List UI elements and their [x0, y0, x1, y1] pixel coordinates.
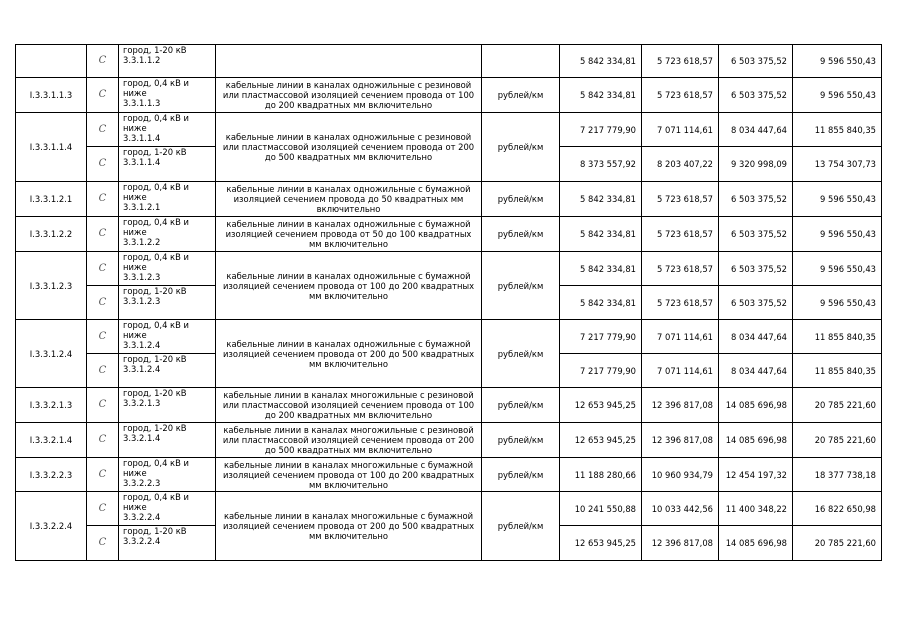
- value-col-4: 11 855 840,35: [793, 354, 882, 388]
- value-col-1: 7 217 779,90: [560, 113, 642, 147]
- value-col-4: 9 596 550,43: [793, 252, 882, 286]
- table-row: [16, 458, 882, 492]
- value-col-1: 7 217 779,90: [560, 354, 642, 388]
- description-cell: кабельные линии в каналах одножильные с бумажной изоляцией сечением провода до 50 квадратных мм включительно: [216, 182, 482, 217]
- unit-cell: рублей/км: [482, 423, 560, 458]
- item-code-cell: I.3.3.2.2.3: [16, 458, 87, 492]
- item-code-cell: I.3.3.2.2.4: [16, 492, 87, 561]
- value-col-1: 12 653 945,25: [560, 423, 642, 458]
- item-code-cell: I.3.3.1.2.1: [16, 182, 87, 217]
- value-col-2: 12 396 817,08: [642, 526, 719, 561]
- category-symbol-cell: С: [87, 458, 119, 492]
- value-col-2: 12 396 817,08: [642, 388, 719, 423]
- category-symbol-cell: С: [87, 147, 119, 182]
- unit-cell: рублей/км: [482, 78, 560, 113]
- value-col-1: 5 842 334,81: [560, 45, 642, 78]
- category-symbol-cell: С: [87, 492, 119, 526]
- category-symbol-cell: С: [87, 182, 119, 217]
- item-code-cell: I.3.3.1.2.3: [16, 252, 87, 320]
- value-col-1: 5 842 334,81: [560, 252, 642, 286]
- location-voltage-cell: город, 0,4 кВ и ниже 3.3.1.1.4: [119, 113, 216, 147]
- value-col-3: 6 503 375,52: [719, 252, 793, 286]
- location-voltage-cell: город, 0,4 кВ и ниже 3.3.1.2.3: [119, 252, 216, 286]
- description-cell: кабельные линии в каналах многожильные с резиновой или пластмассовой изоляцией сечением провода от 200 до 500 квадратных мм включительно: [216, 423, 482, 458]
- value-col-3: 14 085 696,98: [719, 423, 793, 458]
- table-row: [16, 217, 882, 252]
- description-cell: кабельные линии в каналах одножильные с бумажной изоляцией сечением провода от 50 до 100 квадратных мм включительно: [216, 217, 482, 252]
- location-voltage-cell: город, 1-20 кВ 3.3.1.1.2: [119, 45, 216, 78]
- value-col-4: 11 855 840,35: [793, 320, 882, 354]
- location-voltage-cell: город, 0,4 кВ и ниже 3.3.1.2.1: [119, 182, 216, 217]
- value-col-3: 6 503 375,52: [719, 182, 793, 217]
- value-col-1: 5 842 334,81: [560, 286, 642, 320]
- value-col-1: 11 188 280,66: [560, 458, 642, 492]
- value-col-3: 6 503 375,52: [719, 78, 793, 113]
- item-code-cell: I.3.3.1.2.4: [16, 320, 87, 388]
- value-col-3: 8 034 447,64: [719, 354, 793, 388]
- value-col-4: 11 855 840,35: [793, 113, 882, 147]
- table-row: [16, 423, 882, 458]
- category-symbol-cell: С: [87, 45, 119, 78]
- value-col-3: 11 400 348,22: [719, 492, 793, 526]
- location-voltage-cell: город, 1-20 кВ 3.3.2.1.3: [119, 388, 216, 423]
- value-col-2: 5 723 618,57: [642, 252, 719, 286]
- description-cell: кабельные линии в каналах многожильные с резиновой или пластмассовой изоляцией сечением провода от 100 до 200 квадратных мм включительно: [216, 388, 482, 423]
- table-row: [16, 78, 882, 113]
- value-col-1: 7 217 779,90: [560, 320, 642, 354]
- category-symbol-cell: С: [87, 113, 119, 147]
- value-col-1: 5 842 334,81: [560, 78, 642, 113]
- value-col-2: 8 203 407,22: [642, 147, 719, 182]
- item-code-cell: I.3.3.1.1.4: [16, 113, 87, 182]
- value-col-2: 5 723 618,57: [642, 217, 719, 252]
- unit-cell: рублей/км: [482, 320, 560, 388]
- value-col-2: 5 723 618,57: [642, 78, 719, 113]
- item-code-cell: I.3.3.2.1.4: [16, 423, 87, 458]
- value-col-3: 6 503 375,52: [719, 217, 793, 252]
- item-code-cell: I.3.3.2.1.3: [16, 388, 87, 423]
- location-voltage-cell: город, 0,4 кВ и ниже 3.3.1.2.2: [119, 217, 216, 252]
- location-voltage-cell: город, 0,4 кВ и ниже 3.3.1.2.4: [119, 320, 216, 354]
- category-symbol-cell: С: [87, 286, 119, 320]
- description-cell: кабельные линии в каналах многожильные с бумажной изоляцией сечением провода от 200 до 500 квадратных мм включительно: [216, 492, 482, 561]
- value-col-4: 13 754 307,73: [793, 147, 882, 182]
- value-col-2: 5 723 618,57: [642, 286, 719, 320]
- description-cell: кабельные линии в каналах одножильные с резиновой или пластмассовой изоляцией сечением провода от 200 до 500 квадратных мм включительно: [216, 113, 482, 182]
- value-col-3: 6 503 375,52: [719, 286, 793, 320]
- value-col-4: 20 785 221,60: [793, 423, 882, 458]
- value-col-1: 5 842 334,81: [560, 182, 642, 217]
- unit-cell: [482, 45, 560, 78]
- value-col-3: 8 034 447,64: [719, 320, 793, 354]
- unit-cell: рублей/км: [482, 492, 560, 561]
- item-code-cell: I.3.3.1.1.3: [16, 78, 87, 113]
- value-col-3: 14 085 696,98: [719, 526, 793, 561]
- description-cell: [216, 45, 482, 78]
- category-symbol-cell: С: [87, 78, 119, 113]
- unit-cell: рублей/км: [482, 458, 560, 492]
- value-col-4: 9 596 550,43: [793, 45, 882, 78]
- location-voltage-cell: город, 0,4 кВ и ниже 3.3.1.1.3: [119, 78, 216, 113]
- category-symbol-cell: С: [87, 388, 119, 423]
- category-symbol-cell: С: [87, 526, 119, 561]
- location-voltage-cell: город, 0,4 кВ и ниже 3.3.2.2.4: [119, 492, 216, 526]
- value-col-2: 5 723 618,57: [642, 45, 719, 78]
- value-col-2: 12 396 817,08: [642, 423, 719, 458]
- value-col-4: 9 596 550,43: [793, 217, 882, 252]
- unit-cell: рублей/км: [482, 113, 560, 182]
- table-row: [16, 45, 882, 78]
- value-col-2: 7 071 114,61: [642, 113, 719, 147]
- value-col-3: 14 085 696,98: [719, 388, 793, 423]
- description-cell: кабельные линии в каналах многожильные с бумажной изоляцией сечением провода от 100 до 200 квадратных мм включительно: [216, 458, 482, 492]
- table-row: [16, 388, 882, 423]
- table-row: [16, 492, 882, 526]
- value-col-1: 10 241 550,88: [560, 492, 642, 526]
- value-col-1: 12 653 945,25: [560, 526, 642, 561]
- unit-cell: рублей/км: [482, 252, 560, 320]
- description-cell: кабельные линии в каналах одножильные с бумажной изоляцией сечением провода от 200 до 500 квадратных мм включительно: [216, 320, 482, 388]
- location-voltage-cell: город, 1-20 кВ 3.3.2.2.4: [119, 526, 216, 561]
- item-code-cell: [16, 45, 87, 78]
- category-symbol-cell: С: [87, 320, 119, 354]
- value-col-2: 7 071 114,61: [642, 320, 719, 354]
- value-col-4: 9 596 550,43: [793, 286, 882, 320]
- value-col-3: 12 454 197,32: [719, 458, 793, 492]
- location-voltage-cell: город, 1-20 кВ 3.3.1.2.3: [119, 286, 216, 320]
- category-symbol-cell: С: [87, 354, 119, 388]
- location-voltage-cell: город, 0,4 кВ и ниже 3.3.2.2.3: [119, 458, 216, 492]
- unit-cell: рублей/км: [482, 217, 560, 252]
- value-col-4: 20 785 221,60: [793, 388, 882, 423]
- value-col-4: 16 822 650,98: [793, 492, 882, 526]
- category-symbol-cell: С: [87, 252, 119, 286]
- tariff-table: [15, 44, 882, 561]
- location-voltage-cell: город, 1-20 кВ 3.3.1.1.4: [119, 147, 216, 182]
- table-row: [16, 320, 882, 354]
- value-col-3: 8 034 447,64: [719, 113, 793, 147]
- value-col-2: 7 071 114,61: [642, 354, 719, 388]
- category-symbol-cell: С: [87, 423, 119, 458]
- value-col-3: 9 320 998,09: [719, 147, 793, 182]
- value-col-3: 6 503 375,52: [719, 45, 793, 78]
- location-voltage-cell: город, 1-20 кВ 3.3.2.1.4: [119, 423, 216, 458]
- table-row: [16, 182, 882, 217]
- description-cell: кабельные линии в каналах одножильные с бумажной изоляцией сечением провода от 100 до 200 квадратных мм включительно: [216, 252, 482, 320]
- value-col-4: 18 377 738,18: [793, 458, 882, 492]
- value-col-1: 8 373 557,92: [560, 147, 642, 182]
- table-row: [16, 252, 882, 286]
- value-col-1: 5 842 334,81: [560, 217, 642, 252]
- value-col-2: 10 960 934,79: [642, 458, 719, 492]
- value-col-4: 9 596 550,43: [793, 182, 882, 217]
- value-col-4: 9 596 550,43: [793, 78, 882, 113]
- value-col-2: 10 033 442,56: [642, 492, 719, 526]
- location-voltage-cell: город, 1-20 кВ 3.3.1.2.4: [119, 354, 216, 388]
- unit-cell: рублей/км: [482, 388, 560, 423]
- value-col-4: 20 785 221,60: [793, 526, 882, 561]
- table-row: [16, 113, 882, 147]
- unit-cell: рублей/км: [482, 182, 560, 217]
- value-col-1: 12 653 945,25: [560, 388, 642, 423]
- description-cell: кабельные линии в каналах одножильные с резиновой или пластмассовой изоляцией сечением провода от 100 до 200 квадратных мм включительно: [216, 78, 482, 113]
- category-symbol-cell: С: [87, 217, 119, 252]
- item-code-cell: I.3.3.1.2.2: [16, 217, 87, 252]
- value-col-2: 5 723 618,57: [642, 182, 719, 217]
